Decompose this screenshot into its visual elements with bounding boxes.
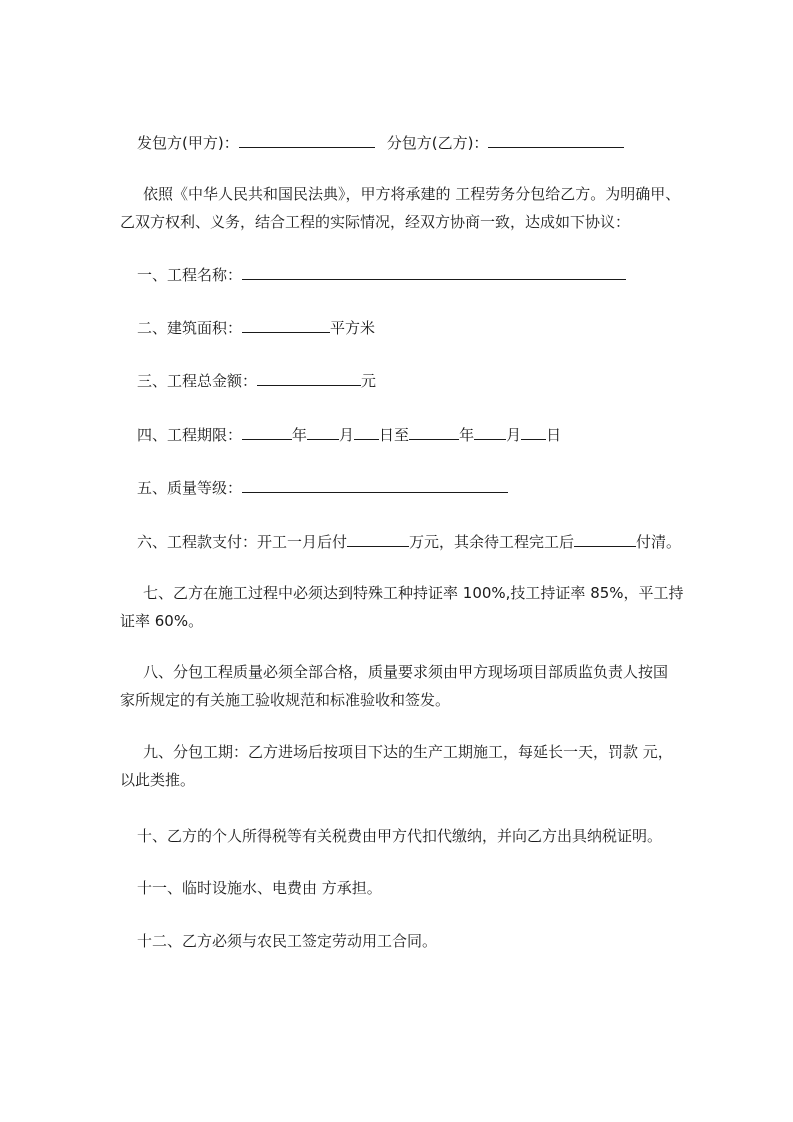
start-year-blank bbox=[242, 424, 292, 440]
item-project-period-label: 四、工程期限： bbox=[137, 426, 243, 444]
party-b-blank bbox=[488, 132, 624, 148]
item-12: 十二、乙方必须与农民工签定劳动用工合同。 bbox=[137, 932, 438, 950]
party-a-label: 发包方(甲方)： bbox=[137, 134, 239, 152]
building-area-unit: 平方米 bbox=[330, 319, 376, 337]
end-year-blank bbox=[409, 424, 459, 440]
intro-line-2: 乙双方权利、义务，结合工程的实际情况，经双方协商一致，达成如下协议： bbox=[120, 213, 631, 231]
start-day-blank bbox=[354, 424, 379, 440]
payment-remainder-blank bbox=[574, 531, 636, 547]
item-total-amount bbox=[137, 370, 376, 391]
item-8-line-2: 家所规定的有关施工验收规范和标准验收和签发。 bbox=[120, 691, 451, 709]
payment-amount-blank bbox=[347, 531, 409, 547]
payment-part-2: 万元，其余待工程完工后 bbox=[409, 533, 575, 551]
item-10: 十、乙方的个人所得税等有关税费由甲方代扣代缴纳，并向乙方出具纳税证明。 bbox=[137, 827, 663, 845]
item-9-line-1: 九、分包工期：乙方进场后按项目下达的生产工期施工，每延长一天，罚款 元， bbox=[143, 743, 673, 761]
item-quality-grade-label: 五、质量等级： bbox=[137, 479, 243, 497]
item-project-period bbox=[137, 424, 561, 445]
item-7-line-1: 七、乙方在施工过程中必须达到特殊工种持证率 100%,技工持证率 85%，平工持 bbox=[143, 584, 684, 602]
end-day-unit: 日 bbox=[546, 426, 562, 444]
end-year-unit: 年 bbox=[459, 426, 475, 444]
start-month-blank bbox=[307, 424, 339, 440]
total-amount-unit: 元 bbox=[361, 372, 377, 390]
item-7-line-2: 证率 60%。 bbox=[120, 612, 204, 630]
item-8-line-1: 八、分包工程质量必须全部合格，质量要求须由甲方现场项目部质监负责人按国 bbox=[143, 663, 669, 681]
project-name-blank bbox=[242, 264, 626, 280]
payment-part-3: 付清。 bbox=[636, 533, 682, 551]
start-year-unit: 年 bbox=[292, 426, 308, 444]
party-a-blank bbox=[239, 132, 375, 148]
item-quality-grade bbox=[137, 477, 508, 498]
start-month-unit: 月 bbox=[339, 426, 355, 444]
item-project-name-label: 一、工程名称： bbox=[137, 266, 243, 284]
end-month-blank bbox=[474, 424, 506, 440]
payment-part-1: 六、工程款支付：开工一月后付 bbox=[137, 533, 348, 551]
end-day-blank bbox=[521, 424, 546, 440]
building-area-blank bbox=[242, 317, 330, 333]
item-11: 十一、临时设施水、电费由 方承担。 bbox=[137, 879, 382, 897]
item-payment bbox=[137, 531, 681, 552]
item-9-line-2: 以此类推。 bbox=[120, 771, 196, 789]
quality-grade-blank bbox=[242, 477, 508, 493]
item-building-area-label: 二、建筑面积： bbox=[137, 319, 243, 337]
item-total-amount-label: 三、工程总金额： bbox=[137, 372, 258, 390]
start-day-to: 日至 bbox=[379, 426, 410, 444]
end-month-unit: 月 bbox=[506, 426, 522, 444]
party-b-label: 分包方(乙方)： bbox=[386, 134, 489, 152]
item-project-name bbox=[137, 264, 626, 285]
total-amount-blank bbox=[257, 370, 361, 386]
intro-line-1: 依照《中华人民共和国民法典》，甲方将承建的 工程劳务分包给乙方。为明确甲、 bbox=[143, 185, 681, 203]
item-building-area bbox=[137, 317, 375, 338]
parties-line bbox=[137, 132, 624, 153]
